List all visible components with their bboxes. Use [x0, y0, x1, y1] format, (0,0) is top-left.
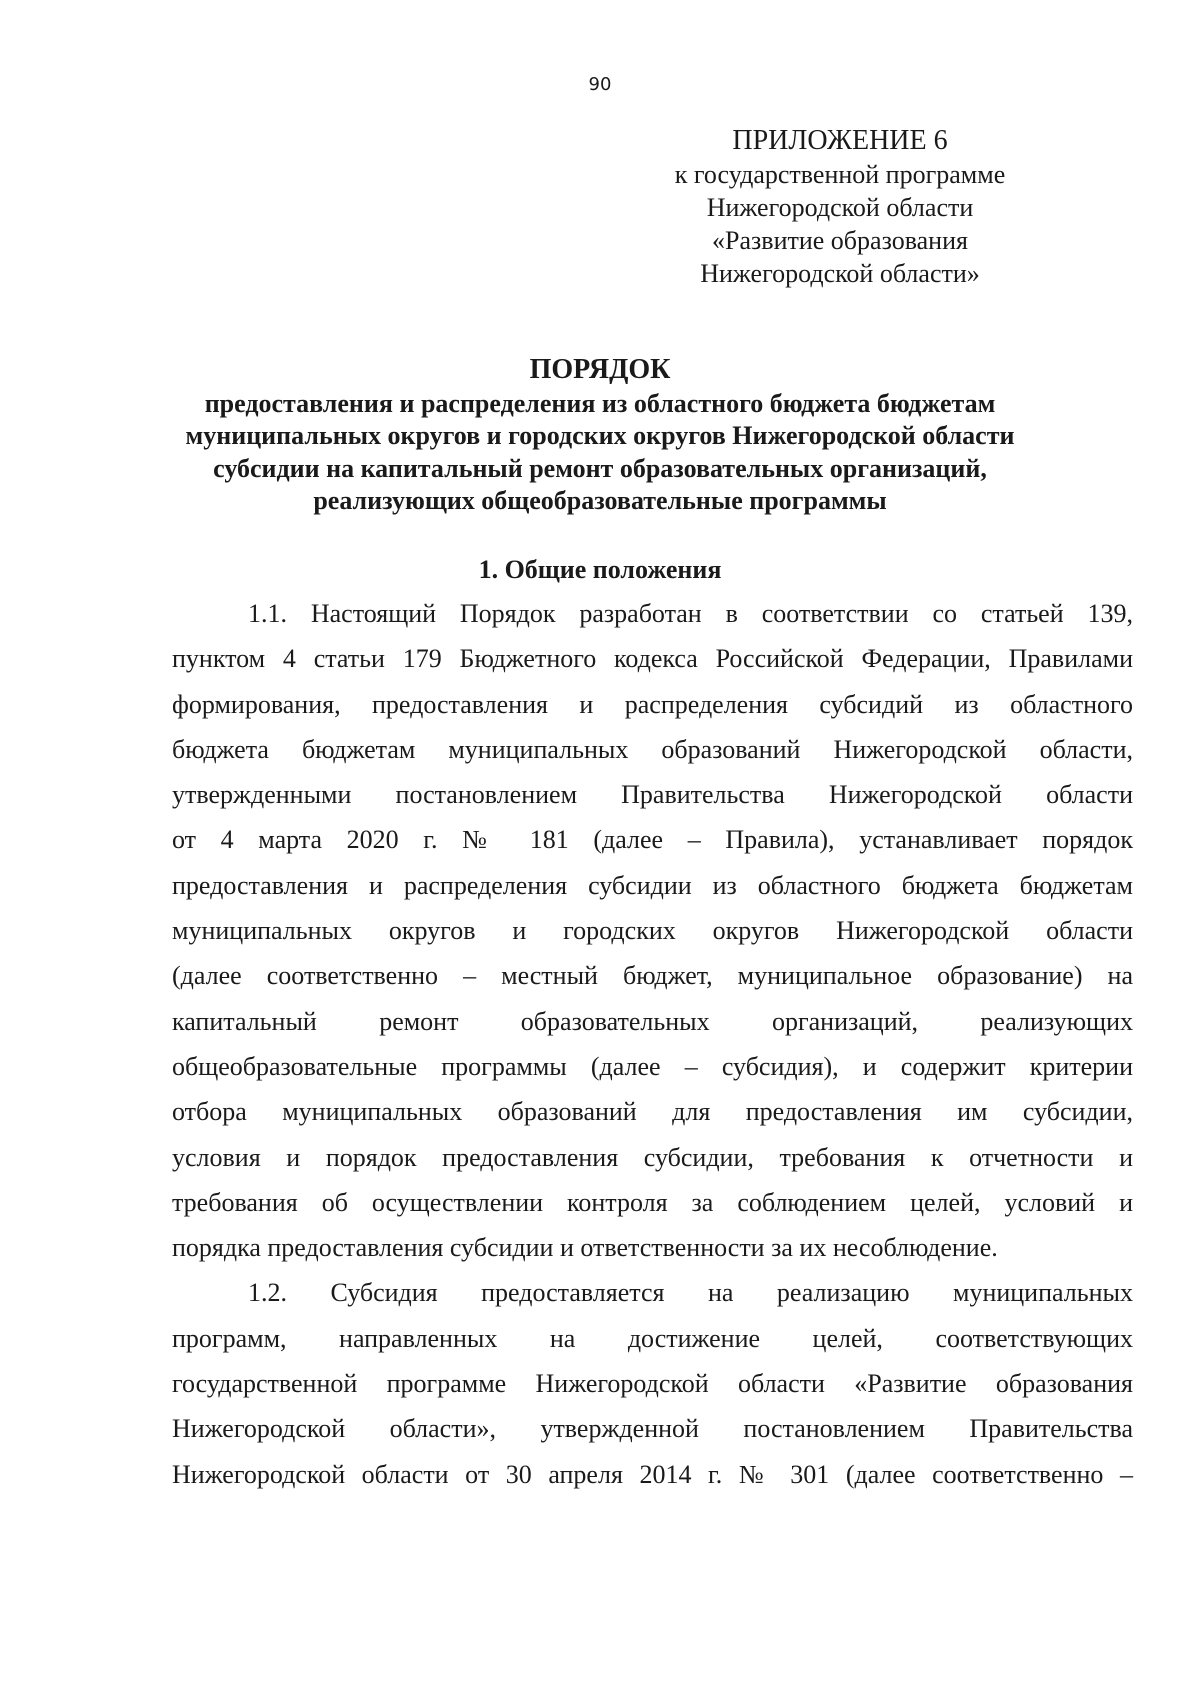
- text-line: отбора муниципальных образований для предоставления им субсидии,: [172, 1097, 1133, 1127]
- document-subtitle-line: субсидии на капитальный ремонт образовательных организаций,: [213, 453, 987, 483]
- appendix-line: Нижегородской области»: [700, 259, 980, 288]
- appendix-line: «Развитие образования: [712, 226, 968, 255]
- section-heading: 1. Общие положения: [478, 555, 722, 584]
- appendix-line: Нижегородской области: [706, 193, 974, 222]
- document-title: [160, 354, 1040, 518]
- document-title-main: ПОРЯДОК: [529, 354, 671, 385]
- text-line: утвержденными постановлением Правительства Нижегородской области: [172, 780, 1133, 810]
- text-line: государственной программе Нижегородской области «Развитие образования: [172, 1369, 1133, 1399]
- paragraph-1-2: [172, 1270, 1133, 1496]
- document-subtitle-line: реализующих общеобразовательные программы: [313, 486, 887, 515]
- document-subtitle-line: предоставления и распределения из областного бюджета бюджетам: [204, 388, 996, 418]
- appendix-header: [640, 124, 1040, 290]
- document-body: [172, 591, 1133, 1497]
- text-line: муниципальных округов и городских округов Нижегородской области: [172, 916, 1133, 946]
- text-line: предоставления и распределения субсидии из областного бюджета бюджетам: [172, 870, 1133, 900]
- text-line: Нижегородской области от 30 апреля 2014 г. № 301 (далее соответственно –: [172, 1459, 1133, 1489]
- text-line: 1.1. Настоящий Порядок разработан в соответствии со статьей 139,: [248, 599, 1133, 628]
- text-line: условия и порядок предоставления субсидии, требования к отчетности и: [172, 1142, 1133, 1172]
- text-line: порядка предоставления субсидии и ответственности за их несоблюдение.: [172, 1233, 998, 1263]
- text-line: требования об осуществлении контроля за соблюдением целей, условий и: [172, 1187, 1133, 1217]
- document-subtitle-line: муниципальных округов и городских округов Нижегородской области: [185, 421, 1015, 450]
- text-line: общеобразовательные программы (далее – субсидия), и содержит критерии: [172, 1051, 1133, 1081]
- text-line: пунктом 4 статьи 179 Бюджетного кодекса Российской Федерации, Правилами: [172, 644, 1133, 674]
- paragraph-1-1: [172, 591, 1133, 1270]
- text-line: формирования, предоставления и распределения субсидий из областного: [172, 689, 1133, 719]
- page-number: 90: [588, 74, 612, 95]
- appendix-title: ПРИЛОЖЕНИЕ 6: [732, 125, 948, 156]
- text-line: (далее соответственно – местный бюджет, муниципальное образование) на: [172, 961, 1133, 991]
- text-line: 1.2. Субсидия предоставляется на реализацию муниципальных: [248, 1278, 1133, 1308]
- text-line: программ, направленных на достижение целей, соответствующих: [172, 1323, 1133, 1353]
- appendix-line: к государственной программе: [674, 160, 1006, 189]
- text-line: Нижегородской области», утвержденной постановлением Правительства: [172, 1414, 1133, 1444]
- text-line: капитальный ремонт образовательных организаций, реализующих: [172, 1006, 1133, 1036]
- text-line: от 4 марта 2020 г. № 181 (далее – Правила), устанавливает порядок: [172, 825, 1133, 855]
- text-line: бюджета бюджетам муниципальных образований Нижегородской области,: [172, 734, 1133, 764]
